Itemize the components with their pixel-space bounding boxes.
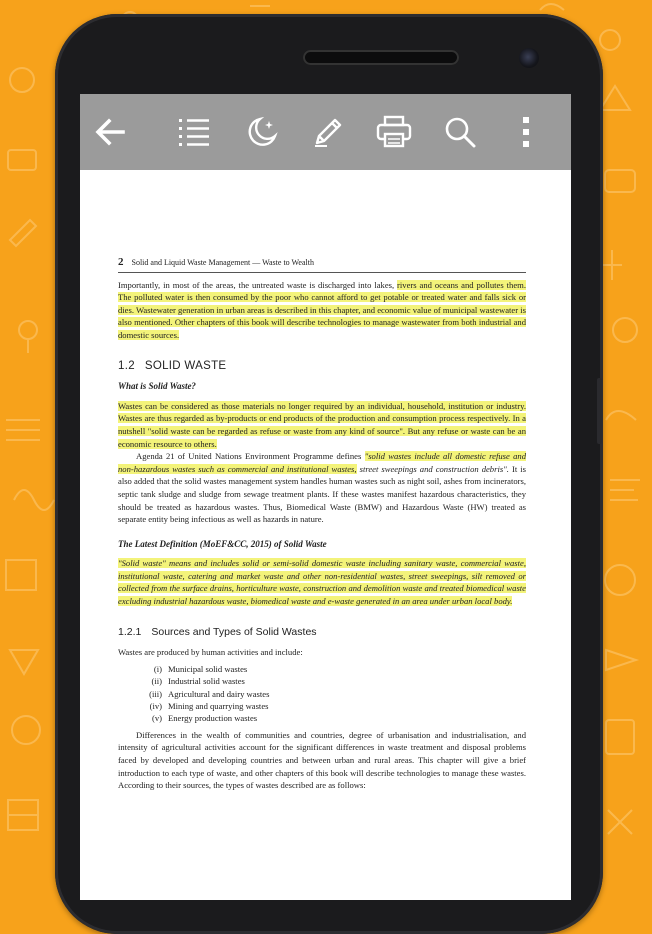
- list-text: Agricultural and dairy wastes: [168, 688, 270, 699]
- document-content: [118, 256, 526, 792]
- app-screen: [80, 94, 571, 900]
- list-item: [140, 675, 526, 687]
- pencil-icon[interactable]: [302, 106, 354, 158]
- running-header: [118, 256, 526, 273]
- highlighted-quote: "solid wastes include all domestic refuse and non-hazardous wastes such as commercial and institutional wastes,: [118, 451, 526, 474]
- section-heading: [118, 360, 526, 373]
- list-item: [140, 663, 526, 675]
- intro-text: Importantly, in most of the areas, the untreated waste is discharged into lakes,: [118, 279, 398, 290]
- phone-speaker: [303, 50, 459, 65]
- more-vert-icon[interactable]: [500, 106, 552, 158]
- subsection-title: Sources and Types of Solid Wastes: [151, 625, 317, 638]
- subsection-heading: [118, 626, 526, 639]
- list-item: [140, 688, 526, 700]
- list-numeral: (iii): [149, 688, 162, 699]
- list-item: [140, 712, 526, 724]
- list-item: [140, 700, 526, 712]
- list-text: Energy production wastes: [168, 713, 258, 724]
- list-text: Mining and quarrying wastes: [168, 701, 269, 712]
- agenda-paragraph: [118, 450, 526, 526]
- back-arrow-icon[interactable]: [84, 106, 136, 158]
- list-numeral: (iv): [149, 701, 162, 712]
- print-icon[interactable]: [368, 106, 420, 158]
- closing-paragraph: Differences in the wealth of communities and countries, degree of urbanisation and industrialisation, and intensity of agricultural activities account for the significant differences in waste treatment and disposal problems faced by developed and developing countries and between urban and rural areas. This chapter will give a brief introduction to each type of waste, and other chapters of this book will describe technologies to manage these wastes. According to their sources, the types of wastes described are as follows:: [118, 729, 526, 791]
- sources-list: [118, 663, 526, 725]
- section-title: SOLID WASTE: [144, 359, 227, 372]
- agenda-text: Agenda 21 of United Nations Environment Programme defines: [136, 451, 365, 462]
- list-numeral: (ii): [151, 676, 162, 687]
- list-text: Municipal solid wastes: [168, 663, 248, 674]
- intro-paragraph: [118, 279, 526, 342]
- phone-side-button: [597, 378, 602, 444]
- section-number: 1.2: [118, 359, 135, 372]
- page-number: 2: [118, 256, 124, 268]
- list-text: Industrial solid wastes: [168, 676, 245, 687]
- latest-definition-heading: The Latest Definition (MoEF&CC, 2015) of Solid Waste: [118, 538, 327, 549]
- phone-camera: [519, 48, 539, 68]
- search-icon[interactable]: [434, 106, 486, 158]
- highlighted-text: Wastes can be considered as those materials no longer required by an individual, household, institution or industry. Wastes are thus regarded as by-products or end products of the production and consumption process respectively. In a nutshell "solid waste can be regarded as refuse or waste from any kind of source". But any refuse or waste can be an economic resource to others.: [118, 400, 526, 449]
- question-heading: What is Solid Waste?: [118, 381, 196, 392]
- latest-definition-paragraph: [118, 557, 526, 607]
- pdf-page[interactable]: [80, 170, 571, 900]
- highlighted-text: rivers and oceans and pollutes them. The polluted water is then consumed by the poor who cannot afford to get potable or treated water and falls sick or dies. Wastewater generation in urban areas is described in this chapter, and economic value of municipal wastewater is also mentioned. Other chapters of this book will describe technologies to manage wastewater from both industrial and domestic sources.: [118, 279, 526, 340]
- list-icon[interactable]: [168, 106, 220, 158]
- quote-text: street sweepings and construction debris".: [356, 463, 509, 474]
- running-title: Solid and Liquid Waste Management — Waste to Wealth: [131, 258, 314, 267]
- highlighted-text: "Solid waste" means and includes solid or semi-solid domestic waste including sanitary waste, commercial waste, institutional waste, catering and market waste and other non-residential wastes, street sweepings, silt removed or collected from the surface drains, horticulture waste, construction and demolition waste and treated biomedical waste excluding industrial hazardous waste, biomedical waste and e-waste generated in an area under urban local body.: [118, 558, 526, 607]
- definition-paragraph: [118, 400, 526, 450]
- agenda-text-cont: It is also added that the solid wastes management system handles human wastes such as night soil, ashes from incinerators, septic tank sludge and sludge from sewage treatment plants. If these wastes manifest hazardous characteristics, they should be treated as hazardous wastes. Thus, Biomedical Waste (BMW) and Hazardous Waste (HW) treated as separate entity being infectious as well as hazards in nature.: [118, 463, 526, 525]
- night-mode-icon[interactable]: [236, 106, 288, 158]
- subsection-number: 1.2.1: [118, 625, 142, 638]
- list-numeral: (v): [151, 713, 162, 724]
- sources-intro: Wastes are produced by human activities and include:: [118, 647, 303, 658]
- list-numeral: (i): [153, 663, 162, 674]
- reader-toolbar: [80, 94, 571, 170]
